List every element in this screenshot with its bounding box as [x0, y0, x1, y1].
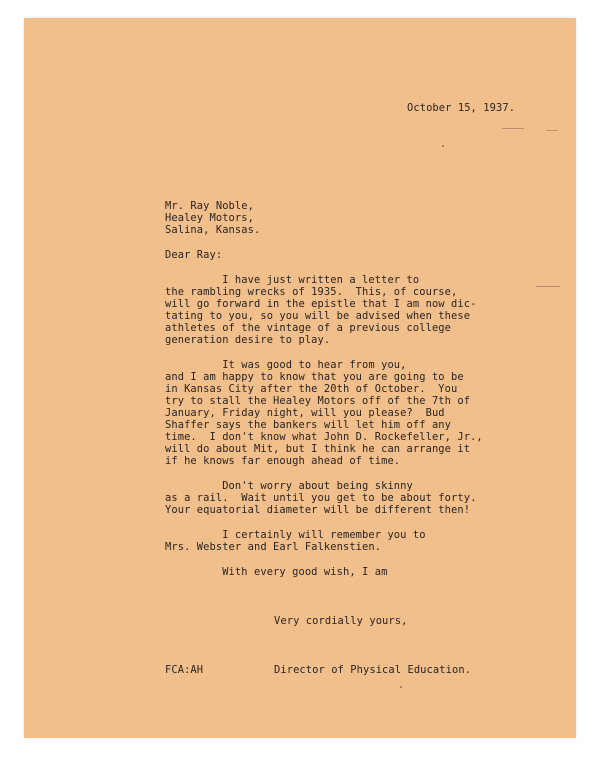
paper-mark: [502, 128, 524, 129]
paper-speck: [400, 686, 402, 688]
body-line: will do about Mit, but I think he can arrange it: [165, 443, 471, 455]
complimentary-close: Very cordially yours,: [274, 615, 408, 627]
body-line: Shaffer says the bankers will let him off any: [165, 419, 452, 431]
body-line: if he knows far enough ahead of time.: [165, 455, 401, 467]
body-line: time. I don't know what John D. Rockefeller, Jr.,: [165, 431, 483, 443]
body-line: will go forward in the epistle that I am now dic-: [165, 298, 477, 310]
salutation: Dear Ray:: [165, 249, 223, 261]
typist-initials: FCA:AH: [165, 664, 204, 676]
body-line: It was good to hear from you,: [165, 359, 407, 371]
body-line: Your equatorial diameter will be different then!: [165, 504, 471, 516]
address-line: Mr. Ray Noble,: [165, 200, 254, 212]
body-line: Don't worry about being skinny: [165, 480, 413, 492]
body-line: as a rail. Wait until you get to be about forty.: [165, 492, 477, 504]
body-line: With every good wish, I am: [165, 566, 388, 578]
address-line: Healey Motors,: [165, 212, 254, 224]
body-line: the rambling wrecks of 1935. This, of course,: [165, 286, 458, 298]
body-line: I have just written a letter to: [165, 274, 420, 286]
body-line: and I am happy to know that you are going to be: [165, 371, 464, 383]
body-line: in Kansas City after the 20th of October. You: [165, 383, 458, 395]
body-line: I certainly will remember you to: [165, 529, 426, 541]
body-line: tating to you, so you will be advised when these: [165, 310, 471, 322]
paper-mark: [536, 286, 560, 287]
paper-speck: [442, 145, 444, 147]
signature-title: Director of Physical Education.: [274, 664, 472, 676]
body-line: try to stall the Healey Motors off of the 7th of: [165, 395, 471, 407]
address-line: Salina, Kansas.: [165, 224, 261, 236]
paper-mark: [546, 130, 558, 131]
letter-date: October 15, 1937.: [407, 102, 516, 114]
body-line: athletes of the vintage of a previous college: [165, 322, 452, 334]
body-line: Mrs. Webster and Earl Falkenstien.: [165, 541, 382, 553]
body-line: January, Friday night, will you please? Bud: [165, 407, 445, 419]
letter-page: [24, 18, 576, 738]
body-line: generation desire to play.: [165, 334, 331, 346]
